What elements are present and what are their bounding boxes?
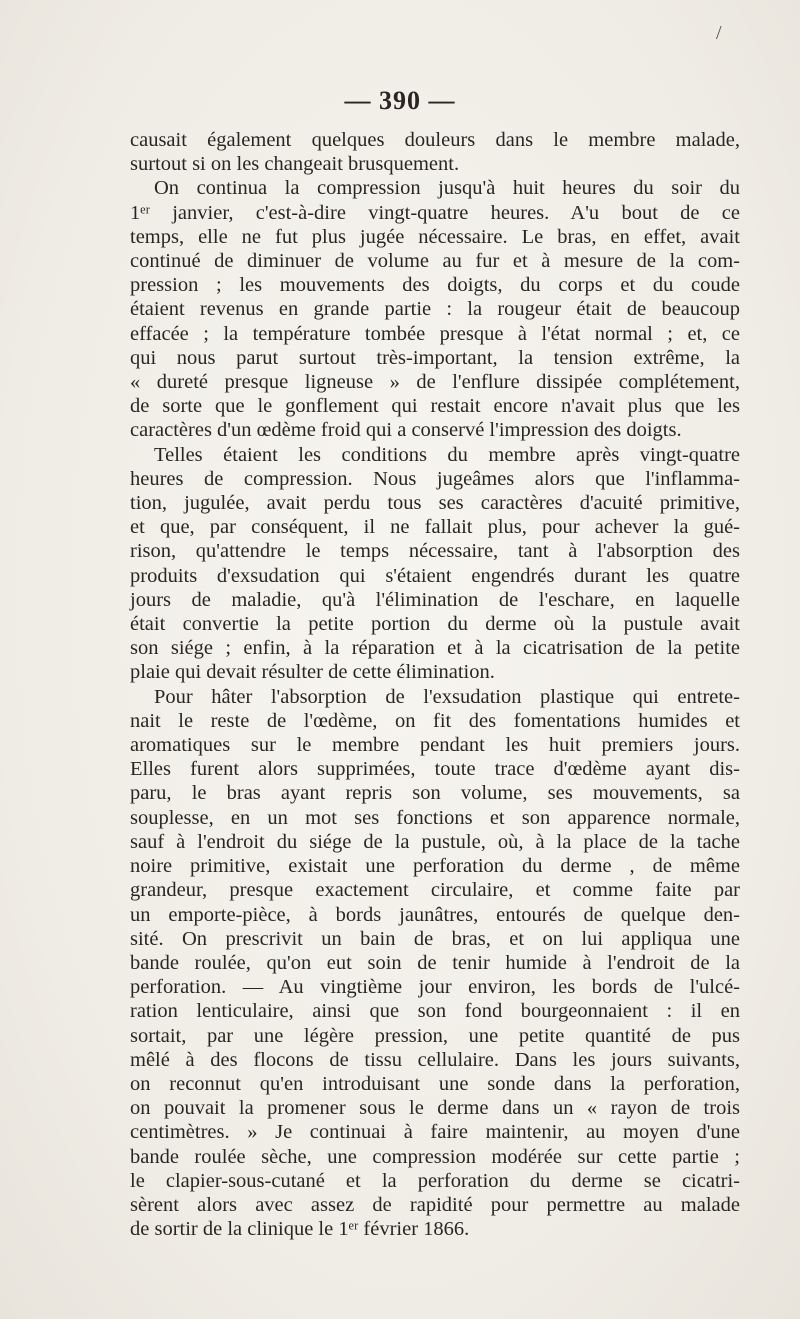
text-line: un emporte-pièce, à bords jaunâtres, entourés de quelque den- [130, 903, 740, 926]
text-line: bande roulée, qu'on eut soin de tenir humide à l'endroit de la [130, 951, 740, 974]
text-line: on reconnut qu'en introduisant une sonde dans la perforation, [130, 1072, 740, 1095]
page-speck: / [716, 22, 722, 44]
text-line: caractères d'un œdème froid qui a conservé l'impression des doigts. [130, 419, 682, 442]
text-line: perforation. — Au vingtième jour environ, les bords de l'ulcé- [130, 976, 740, 999]
text-line: était convertie la petite portion du derme où la pustule avait [130, 613, 740, 636]
body-text [130, 128, 740, 1241]
text-line: son siége ; enfin, à la réparation et à la cicatrisation de la petite [130, 637, 740, 660]
text-line: de sorte que le gonflement qui restait encore n'avait plus que les [130, 395, 740, 418]
text-line: Telles étaient les conditions du membre après vingt-quatre [154, 443, 740, 466]
text-line: Elles furent alors supprimées, toute trace d'œdème ayant dis- [130, 758, 740, 781]
text-line: produits d'exsudation qui s'étaient engendrés durant les quatre [130, 564, 740, 587]
text-line: sèrent alors avec assez de rapidité pour permettre au malade [130, 1193, 740, 1216]
text-line: étaient revenus en grande partie : la rougeur était de beaucoup [130, 298, 740, 321]
text-line: heures de compression. Nous jugeâmes alors que l'inflamma- [130, 467, 740, 490]
text-line: « dureté presque ligneuse » de l'enflure dissipée complétement, [130, 371, 740, 394]
text-line: bande roulée sèche, une compression modérée sur cette partie ; [130, 1145, 740, 1168]
page-number: — 390 — [344, 86, 456, 115]
text-line: continué de diminuer de volume au fur et à mesure de la com- [130, 250, 740, 273]
text-line: noire primitive, existait une perforation du derme , de même [130, 855, 740, 878]
text-line: centimètres. » Je continuai à faire maintenir, au moyen d'une [130, 1121, 740, 1144]
text-line: jours de maladie, qu'à l'élimination de l'eschare, en laquelle [130, 588, 740, 611]
text-line: aromatiques sur le membre pendant les huit premiers jours. [130, 734, 740, 757]
text-line: surtout si on les changeait brusquement. [130, 153, 460, 176]
text-line: rison, qu'attendre le temps nécessaire, tant à l'absorption des [130, 540, 740, 563]
text-line: sortait, par une légère pression, une petite quantité de pus [130, 1024, 740, 1047]
text-line: qui nous parut surtout très-important, la tension extrême, la [130, 346, 740, 369]
text-line: temps, elle ne fut plus jugée nécessaire. Le bras, en effet, avait [130, 225, 740, 248]
text-line: Pour hâter l'absorption de l'exsudation plastique qui entrete- [154, 685, 740, 708]
text-line: ration lenticulaire, ainsi que son fond bourgeonnaient : il en [130, 1000, 740, 1023]
text-line: on pouvait la promener sous le derme dans un « rayon de trois [130, 1097, 740, 1120]
text-line: sité. On prescrivit un bain de bras, et on lui appliqua une [130, 927, 740, 950]
text-line: On continua la compression jusqu'à huit heures du soir du [154, 177, 740, 200]
text-line: sauf à l'endroit du siége de la pustule, où, à la place de la tache [130, 830, 740, 853]
text-line: effacée ; la température tombée presque à l'état normal ; et, ce [130, 322, 740, 345]
text-line: de sortir de la clinique le 1ᵉʳ février 1866. [130, 1218, 470, 1241]
text-line: 1ᵉʳ janvier, c'est-à-dire vingt-quatre heures. A'u bout de ce [130, 201, 740, 224]
text-line: tion, jugulée, avait perdu tous ses caractères d'acuité primitive, [130, 492, 740, 515]
text-line: mêlé à des flocons de tissu cellulaire. Dans les jours suivants, [130, 1048, 740, 1071]
text-line: plaie qui devait résulter de cette élimination. [130, 661, 495, 684]
text-line: souplesse, en un mot ses fonctions et son apparence normale, [130, 806, 740, 829]
text-line: le clapier-sous-cutané et la perforation du derme se cicatri- [130, 1169, 740, 1192]
text-line: pression ; les mouvements des doigts, du corps et du coude [130, 274, 740, 297]
text-line: paru, le bras ayant repris son volume, ses mouvements, sa [130, 782, 740, 805]
text-line: causait également quelques douleurs dans le membre malade, [130, 129, 740, 151]
text-line: nait le reste de l'œdème, on fit des fomentations humides et [130, 709, 740, 732]
text-line: grandeur, presque exactement circulaire, et comme faite par [130, 879, 740, 902]
text-line: et que, par conséquent, il ne fallait plus, pour achever la gué- [130, 516, 740, 539]
